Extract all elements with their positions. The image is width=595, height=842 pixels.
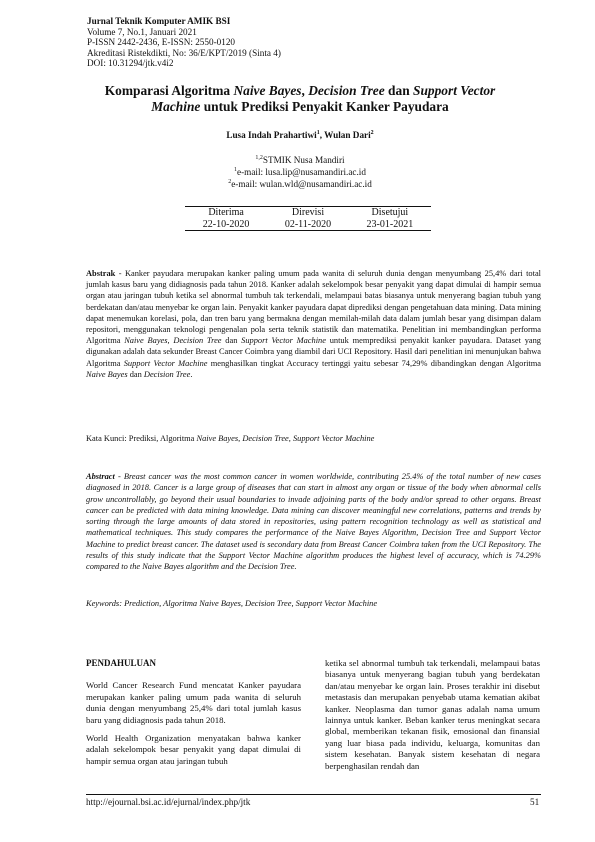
page-number: 51 xyxy=(530,797,540,807)
author-name: Lusa Indah Prahartiwi xyxy=(226,130,317,140)
affiliation xyxy=(80,154,520,190)
kata-kunci-text: , xyxy=(238,434,243,443)
abstrak-text: dan xyxy=(221,336,242,346)
abstrak-text: , xyxy=(167,336,174,346)
title-text: , xyxy=(301,83,309,98)
email-1: e-mail: lusa.lip@nusamandiri.ac.id xyxy=(237,167,366,177)
paper-title xyxy=(80,83,520,114)
institution: STMIK Nusa Mandiri xyxy=(262,155,345,165)
email-sup: 2 xyxy=(228,178,232,185)
body-paragraph: World Cancer Research Fund mencatat Kanker payudara merupakan kanker paling umum pada wanita di seluruh dunia dengan menyumbang 25,4% dari total jumlah kasus baru yang didiagnosis pada tahun 2018. xyxy=(86,680,301,725)
received-date: 22-10-2020 xyxy=(202,218,250,230)
authors xyxy=(80,130,520,140)
keywords-english: Keywords: Prediction, Algoritma Naive Bayes, Decision Tree, Support Vector Machine xyxy=(86,599,378,608)
abstrak-italic: Decision Tree xyxy=(143,369,191,379)
abstrak-text: dan xyxy=(127,369,144,379)
received-label: Diterima xyxy=(208,207,244,218)
author-name: Wulan Dari xyxy=(324,130,371,140)
abstrak-label: Abstrak xyxy=(86,269,116,278)
kata-kunci-italic: Support Vector Machine xyxy=(292,434,375,443)
abstrak-text: menghasilkan tingkat Accuracy tertinggi yaitu sebesar 74,29% dibandingkan dengan Algoritma xyxy=(207,358,541,368)
abstract-label: Abstract xyxy=(86,472,115,481)
journal-header xyxy=(87,16,281,69)
abstract-text: - Breast cancer was the most common cancer in women worldwide, contributing 25.4% of the total number of new cases diagnosed in 2018. Cancer is a large group of diseases that can start in almost any organ or tissue of the body when abnormal cells grow uncontrollably, go beyond their usual boundaries to invade adjoining parts of the body and/or spread to other organs. Breast cancer can be predicted with data mining knowledge. Data mining can discover meaningful new correlations, patterns and trends by sorting through the large amounts of data stored in repositories, using pattern recognition technology as well as statistical and mathematical techniques. This study compares the performance of the Naive Bayes Algorithm, Decision Tree and Support Vector Machine to predict breast cancer. The dataset used is secondary data from Breast Cancer Coimbra taken from the UCI Repository. The results of this study indicate that the Support Vector Machine algorithm produces the highest level of accuracy, which is 74.29% compared to the Naive Bayes algorithm and the Decision Tree. xyxy=(86,472,541,572)
abstrak-italic: Naive Bayes xyxy=(86,369,128,379)
author-sup: 1 xyxy=(316,129,320,136)
kata-kunci-italic: Decision Tree xyxy=(242,434,289,443)
title-text: dan xyxy=(384,83,413,98)
body-right-column xyxy=(325,658,540,779)
abstrak-text: - Kanker payudara merupakan kanker paling umum pada wanita di seluruh dunia dengan menyumbang 25,4% dari total jumlah kasus baru yang didiagnosis pada tahun 2018. Kanker adalah sekelompok besar penyakit yang dapat dimulai di hampir semua organ atau jaringan tubuh ketika sel abnormal tumbuh tak terkendali, melampaui batas biasanya untuk menyerang bagian tubuh yang berdekatan dan/atau menyebar ke organ lain. Penyakit kanker payudara dapat diprediksi dengan pengetahuan data mining. Data mining dapat menemukan korelasi, pola, dan tren baru yang bermakna dengan memilah-milah data dalam jumlah besar yang disimpan dalam repositori, menggunakan teknologi pengenalan pola serta teknik statistik dan matematika. Penelitian ini membandingkan performa Algoritma xyxy=(86,269,541,346)
body-paragraph: ketika sel abnormal tumbuh tak terkendali, melampaui batas biasanya untuk menyerang bagian tubuh yang berdekatan dan/atau menyebar ke organ lain. Proses terakhir ini disebut metastasis dan merupakan penyebab utama kematian akibat kanker. Neoplasma dan tumor ganas adalah nama umum lainnya untuk kanker. Beban kanker terus meningkat secara global, memberikan tekanan fisik, emosional dan finansial yang luar biasa pada individu, keluarga, komunitas dan sistem kesehatan. Banyak sistem kesehatan di negara berpenghasilan rendah dan xyxy=(325,658,540,771)
title-text: Komparasi Algoritma xyxy=(104,83,234,98)
footer-url[interactable]: http://ejournal.bsi.ac.id/ejurnal/index.php/jtk xyxy=(86,797,251,807)
accepted-date: 23-01-2021 xyxy=(366,218,414,230)
journal-issn: P-ISSN 2442-2436, E-ISSN: 2550-0120 xyxy=(87,37,236,48)
section-heading: PENDAHULUAN xyxy=(86,658,157,668)
kata-kunci-text: Kata Kunci: Prediksi, Algoritma xyxy=(86,434,197,443)
body-left-column xyxy=(86,658,301,774)
abstrak-italic: Support Vector Machine xyxy=(123,358,208,368)
title-italic: Naive Bayes xyxy=(233,83,302,98)
abstrak xyxy=(86,268,541,380)
kata-kunci-text: , xyxy=(288,434,293,443)
journal-doi: DOI: 10.31294/jtk.v4i2 xyxy=(87,58,174,69)
title-text: untuk Prediksi Penyakit Kanker Payudara xyxy=(200,98,449,114)
abstrak-text: . xyxy=(190,369,193,379)
author-sup: 2 xyxy=(370,129,374,136)
kata-kunci-italic: Naive Bayes xyxy=(196,434,239,443)
accepted-label: Disetujui xyxy=(371,207,409,218)
body-paragraph: World Health Organization menyatakan bahwa kanker adalah sekelompok besar penyakit yang dapat dimulai di hampir semua organ atau jaringan tubuh xyxy=(86,733,301,766)
abstract-english xyxy=(86,471,541,573)
revised-label: Direvisi xyxy=(291,207,325,218)
journal-name: Jurnal Teknik Komputer AMIK BSI xyxy=(87,16,231,26)
footer-divider xyxy=(86,794,541,795)
dates-table xyxy=(185,206,431,231)
email-2: e-mail: wulan.wld@nusamandiri.ac.id xyxy=(231,179,372,189)
abstrak-text: untuk memprediksi penyakit kanker payudara. Dataset yang digunakan adalah data sekunder Breast Cancer Coimbra yang diambil dari UCI Repository. Hasil dari penelitian ini menunjukan bahwa Algoritma xyxy=(86,336,541,368)
kata-kunci xyxy=(86,433,541,444)
journal-volume: Volume 7, No.1, Januari 2021 xyxy=(87,26,197,37)
abstrak-italic: Decision Tree xyxy=(173,336,222,346)
title-italic: Decision Tree xyxy=(308,83,385,98)
title-italic: Support Vector Machine xyxy=(151,83,496,114)
abstrak-italic: Support Vector Machine xyxy=(241,336,326,346)
author-sep: , xyxy=(319,130,325,140)
journal-accreditation: Akreditasi Ristekdikti, No: 36/E/KPT/2019 (Sinta 4) xyxy=(87,47,281,58)
email-sup: 1 xyxy=(234,166,238,173)
abstrak-italic: Naive Bayes xyxy=(124,336,168,346)
affiliation-sup: 1,2 xyxy=(255,154,263,161)
revised-date: 02-11-2020 xyxy=(284,218,332,230)
